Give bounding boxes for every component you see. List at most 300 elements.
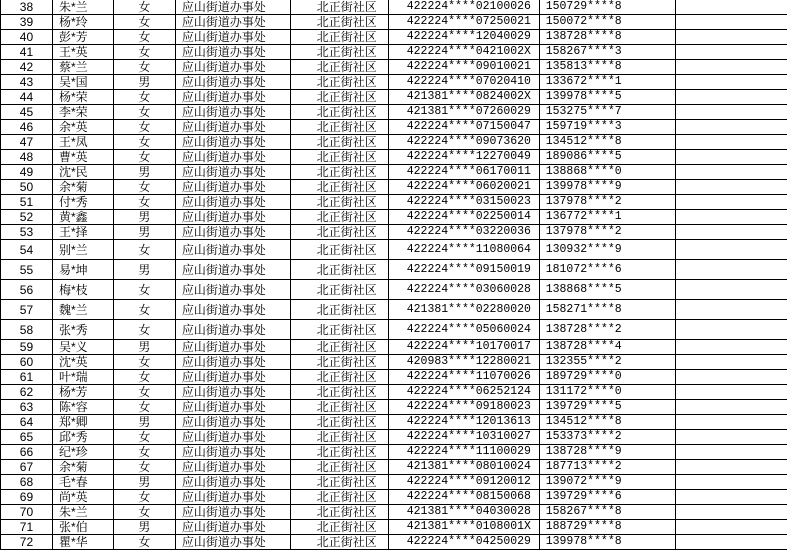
id-number-cell[interactable]: 422224****03220036: [388, 225, 539, 240]
id-number-cell[interactable]: 422224****12013613: [388, 415, 539, 430]
community-cell[interactable]: 北正街社区: [290, 505, 388, 520]
empty-cell[interactable]: [675, 195, 787, 210]
name-cell[interactable]: 余*菊: [52, 460, 113, 475]
id-number-cell[interactable]: 422224****06170011: [388, 165, 539, 180]
street-office-cell[interactable]: 应山街道办事处: [175, 535, 290, 550]
street-office-cell[interactable]: 应山街道办事处: [175, 105, 290, 120]
gender-cell[interactable]: 男: [113, 210, 175, 225]
community-cell[interactable]: 北正街社区: [290, 165, 388, 180]
id-number-cell[interactable]: 422224****04250029: [388, 535, 539, 550]
street-office-cell[interactable]: 应山街道办事处: [175, 30, 290, 45]
gender-cell[interactable]: 女: [113, 355, 175, 370]
gender-cell[interactable]: 男: [113, 75, 175, 90]
phone-cell[interactable]: 138728****8: [539, 30, 675, 45]
name-cell[interactable]: 别*兰: [52, 240, 113, 260]
gender-cell[interactable]: 男: [113, 340, 175, 355]
gender-cell[interactable]: 女: [113, 240, 175, 260]
name-cell[interactable]: 易*坤: [52, 260, 113, 280]
gender-cell[interactable]: 女: [113, 505, 175, 520]
phone-cell[interactable]: 150729****8: [539, 0, 675, 15]
name-cell[interactable]: 叶*瑞: [52, 370, 113, 385]
street-office-cell[interactable]: 应山街道办事处: [175, 225, 290, 240]
table-body: [1, 0, 787, 550]
id-number-cell[interactable]: 420983****12280021: [388, 355, 539, 370]
id-number-cell[interactable]: 422224****09120012: [388, 475, 539, 490]
id-number-cell[interactable]: 422224****11070026: [388, 370, 539, 385]
name-cell[interactable]: 蔡*兰: [52, 60, 113, 75]
street-office-cell[interactable]: 应山街道办事处: [175, 195, 290, 210]
phone-cell[interactable]: 153373****2: [539, 430, 675, 445]
row-number-cell[interactable]: 51: [1, 195, 53, 210]
name-cell[interactable]: 杨*芳: [52, 385, 113, 400]
table-row: [1, 90, 787, 105]
street-office-cell[interactable]: 应山街道办事处: [175, 445, 290, 460]
id-number-cell[interactable]: 422224****06252124: [388, 385, 539, 400]
name-cell[interactable]: 沈*英: [52, 355, 113, 370]
empty-cell[interactable]: [675, 460, 787, 475]
gender-cell[interactable]: 男: [113, 520, 175, 535]
empty-cell[interactable]: [675, 475, 787, 490]
row-number-cell[interactable]: 60: [1, 355, 53, 370]
empty-cell[interactable]: [675, 0, 787, 15]
name-cell[interactable]: 沈*民: [52, 165, 113, 180]
phone-cell[interactable]: 139729****5: [539, 400, 675, 415]
community-cell[interactable]: 北正街社区: [290, 180, 388, 195]
table-row: [1, 0, 787, 15]
phone-cell[interactable]: 153275****7: [539, 105, 675, 120]
table-row: [1, 370, 787, 385]
name-cell[interactable]: 吴*国: [52, 75, 113, 90]
empty-cell[interactable]: [675, 180, 787, 195]
gender-cell[interactable]: 女: [113, 490, 175, 505]
gender-cell[interactable]: 女: [113, 90, 175, 105]
row-number-cell[interactable]: 50: [1, 180, 53, 195]
street-office-cell[interactable]: 应山街道办事处: [175, 415, 290, 430]
gender-cell[interactable]: 男: [113, 475, 175, 490]
row-number-cell[interactable]: 63: [1, 400, 53, 415]
community-cell[interactable]: 北正街社区: [290, 90, 388, 105]
id-number-cell[interactable]: 422224****05060024: [388, 320, 539, 340]
table-row: [1, 30, 787, 45]
community-cell[interactable]: 北正街社区: [290, 225, 388, 240]
gender-cell[interactable]: 男: [113, 415, 175, 430]
community-cell[interactable]: 北正街社区: [290, 60, 388, 75]
phone-cell[interactable]: 132355****2: [539, 355, 675, 370]
gender-cell[interactable]: 女: [113, 105, 175, 120]
street-office-cell[interactable]: 应山街道办事处: [175, 355, 290, 370]
row-number-cell[interactable]: 65: [1, 430, 53, 445]
street-office-cell[interactable]: 应山街道办事处: [175, 75, 290, 90]
name-cell[interactable]: 王*凤: [52, 135, 113, 150]
name-cell[interactable]: 余*菊: [52, 180, 113, 195]
community-cell[interactable]: 北正街社区: [290, 120, 388, 135]
table-row: [1, 400, 787, 415]
phone-cell[interactable]: 189729****0: [539, 370, 675, 385]
street-office-cell[interactable]: 应山街道办事处: [175, 135, 290, 150]
street-office-cell[interactable]: 应山街道办事处: [175, 165, 290, 180]
row-number-cell[interactable]: 61: [1, 370, 53, 385]
phone-cell[interactable]: 137978****2: [539, 225, 675, 240]
phone-cell[interactable]: 139978****9: [539, 180, 675, 195]
empty-cell[interactable]: [675, 45, 787, 60]
empty-cell[interactable]: [675, 90, 787, 105]
phone-cell[interactable]: 138728****2: [539, 320, 675, 340]
community-cell[interactable]: 北正街社区: [290, 445, 388, 460]
phone-cell[interactable]: 189086****5: [539, 150, 675, 165]
row-number-cell[interactable]: 64: [1, 415, 53, 430]
community-cell[interactable]: 北正街社区: [290, 45, 388, 60]
table-row: [1, 260, 787, 280]
street-office-cell[interactable]: 应山街道办事处: [175, 505, 290, 520]
gender-cell[interactable]: 女: [113, 320, 175, 340]
id-number-cell[interactable]: 421381****0108001X: [388, 520, 539, 535]
empty-cell[interactable]: [675, 400, 787, 415]
table-row: [1, 60, 787, 75]
community-cell[interactable]: 北正街社区: [290, 370, 388, 385]
phone-cell[interactable]: 187713****2: [539, 460, 675, 475]
row-number-cell[interactable]: 44: [1, 90, 53, 105]
phone-cell[interactable]: 188729****8: [539, 520, 675, 535]
row-number-cell[interactable]: 68: [1, 475, 53, 490]
street-office-cell[interactable]: 应山街道办事处: [175, 120, 290, 135]
community-cell[interactable]: 北正街社区: [290, 195, 388, 210]
id-number-cell[interactable]: 422224****08150068: [388, 490, 539, 505]
table-row: [1, 415, 787, 430]
street-office-cell[interactable]: 应山街道办事处: [175, 460, 290, 475]
street-office-cell[interactable]: 应山街道办事处: [175, 430, 290, 445]
id-number-cell[interactable]: 422224****03060028: [388, 280, 539, 300]
name-cell[interactable]: 李*荣: [52, 105, 113, 120]
community-cell[interactable]: 北正街社区: [290, 105, 388, 120]
name-cell[interactable]: 魏*兰: [52, 300, 113, 320]
empty-cell[interactable]: [675, 355, 787, 370]
street-office-cell[interactable]: 应山街道办事处: [175, 280, 290, 300]
street-office-cell[interactable]: 应山街道办事处: [175, 400, 290, 415]
gender-cell[interactable]: 男: [113, 225, 175, 240]
name-cell[interactable]: 瞿*华: [52, 535, 113, 550]
empty-cell[interactable]: [675, 240, 787, 260]
empty-cell[interactable]: [675, 30, 787, 45]
name-cell[interactable]: 纪*珍: [52, 445, 113, 460]
name-cell[interactable]: 王*择: [52, 225, 113, 240]
empty-cell[interactable]: [675, 320, 787, 340]
row-number-cell[interactable]: 54: [1, 240, 53, 260]
community-cell[interactable]: 北正街社区: [290, 520, 388, 535]
row-number-cell[interactable]: 53: [1, 225, 53, 240]
community-cell[interactable]: 北正街社区: [290, 320, 388, 340]
gender-cell[interactable]: 女: [113, 15, 175, 30]
community-cell[interactable]: 北正街社区: [290, 490, 388, 505]
row-number-cell[interactable]: 49: [1, 165, 53, 180]
street-office-cell[interactable]: 应山街道办事处: [175, 490, 290, 505]
street-office-cell[interactable]: 应山街道办事处: [175, 240, 290, 260]
row-number-cell[interactable]: 45: [1, 105, 53, 120]
id-number-cell[interactable]: 422224****09073620: [388, 135, 539, 150]
gender-cell[interactable]: 女: [113, 150, 175, 165]
row-number-cell[interactable]: 40: [1, 30, 53, 45]
empty-cell[interactable]: [675, 75, 787, 90]
street-office-cell[interactable]: 应山街道办事处: [175, 340, 290, 355]
table-row: [1, 210, 787, 225]
empty-cell[interactable]: [675, 415, 787, 430]
gender-cell[interactable]: 女: [113, 45, 175, 60]
phone-cell[interactable]: 139072****9: [539, 475, 675, 490]
empty-cell[interactable]: [675, 370, 787, 385]
id-number-cell[interactable]: 421381****0824002X: [388, 90, 539, 105]
community-cell[interactable]: 北正街社区: [290, 385, 388, 400]
street-office-cell[interactable]: 应山街道办事处: [175, 370, 290, 385]
row-number-cell[interactable]: 52: [1, 210, 53, 225]
phone-cell[interactable]: 133672****1: [539, 75, 675, 90]
id-number-cell[interactable]: 422224****10170017: [388, 340, 539, 355]
name-cell[interactable]: 王*英: [52, 45, 113, 60]
id-number-cell[interactable]: 422224****09180023: [388, 400, 539, 415]
phone-cell[interactable]: 158271****8: [539, 300, 675, 320]
name-cell[interactable]: 尚*英: [52, 490, 113, 505]
empty-cell[interactable]: [675, 505, 787, 520]
gender-cell[interactable]: 女: [113, 300, 175, 320]
empty-cell[interactable]: [675, 490, 787, 505]
name-cell[interactable]: 杨*荣: [52, 90, 113, 105]
row-number-cell[interactable]: 62: [1, 385, 53, 400]
empty-cell[interactable]: [675, 225, 787, 240]
row-number-cell[interactable]: 46: [1, 120, 53, 135]
gender-cell[interactable]: 女: [113, 135, 175, 150]
street-office-cell[interactable]: 应山街道办事处: [175, 45, 290, 60]
empty-cell[interactable]: [675, 260, 787, 280]
empty-cell[interactable]: [675, 520, 787, 535]
community-cell[interactable]: 北正街社区: [290, 475, 388, 490]
name-cell[interactable]: 张*秀: [52, 320, 113, 340]
row-number-cell[interactable]: 38: [1, 0, 53, 15]
row-number-cell[interactable]: 56: [1, 280, 53, 300]
id-number-cell[interactable]: 422224****12270049: [388, 150, 539, 165]
id-number-cell[interactable]: 422224****11080064: [388, 240, 539, 260]
phone-cell[interactable]: 138728****4: [539, 340, 675, 355]
name-cell[interactable]: 梅*枝: [52, 280, 113, 300]
empty-cell[interactable]: [675, 135, 787, 150]
row-number-cell[interactable]: 72: [1, 535, 53, 550]
id-number-cell[interactable]: 422224****02250014: [388, 210, 539, 225]
row-number-cell[interactable]: 57: [1, 300, 53, 320]
empty-cell[interactable]: [675, 430, 787, 445]
name-cell[interactable]: 朱*兰: [52, 505, 113, 520]
empty-cell[interactable]: [675, 535, 787, 550]
community-cell[interactable]: 北正街社区: [290, 415, 388, 430]
table-row: [1, 225, 787, 240]
phone-cell[interactable]: 158267****3: [539, 45, 675, 60]
community-cell[interactable]: 北正街社区: [290, 75, 388, 90]
community-cell[interactable]: 北正街社区: [290, 15, 388, 30]
row-number-cell[interactable]: 71: [1, 520, 53, 535]
id-number-cell[interactable]: 421381****02280020: [388, 300, 539, 320]
table-row: [1, 320, 787, 340]
name-cell[interactable]: 彭*芳: [52, 30, 113, 45]
gender-cell[interactable]: 男: [113, 260, 175, 280]
street-office-cell[interactable]: 应山街道办事处: [175, 180, 290, 195]
community-cell[interactable]: 北正街社区: [290, 280, 388, 300]
street-office-cell[interactable]: 应山街道办事处: [175, 60, 290, 75]
community-cell[interactable]: 北正街社区: [290, 300, 388, 320]
empty-cell[interactable]: [675, 445, 787, 460]
gender-cell[interactable]: 女: [113, 460, 175, 475]
gender-cell[interactable]: 女: [113, 385, 175, 400]
gender-cell[interactable]: 女: [113, 195, 175, 210]
gender-cell[interactable]: 女: [113, 400, 175, 415]
phone-cell[interactable]: 130932****9: [539, 240, 675, 260]
gender-cell[interactable]: 女: [113, 120, 175, 135]
gender-cell[interactable]: 女: [113, 0, 175, 15]
street-office-cell[interactable]: 应山街道办事处: [175, 260, 290, 280]
empty-cell[interactable]: [675, 105, 787, 120]
row-number-cell[interactable]: 69: [1, 490, 53, 505]
table-row: [1, 45, 787, 60]
table-row: [1, 385, 787, 400]
id-number-cell[interactable]: 422224****03150023: [388, 195, 539, 210]
empty-cell[interactable]: [675, 165, 787, 180]
id-number-cell[interactable]: 422224****07250021: [388, 15, 539, 30]
street-office-cell[interactable]: 应山街道办事处: [175, 210, 290, 225]
id-number-cell[interactable]: 422224****07150047: [388, 120, 539, 135]
table-row: [1, 355, 787, 370]
gender-cell[interactable]: 女: [113, 430, 175, 445]
street-office-cell[interactable]: 应山街道办事处: [175, 0, 290, 15]
community-cell[interactable]: 北正街社区: [290, 0, 388, 15]
gender-cell[interactable]: 女: [113, 180, 175, 195]
community-cell[interactable]: 北正街社区: [290, 400, 388, 415]
phone-cell[interactable]: 139729****6: [539, 490, 675, 505]
id-number-cell[interactable]: 421381****07260029: [388, 105, 539, 120]
table-row: [1, 135, 787, 150]
id-number-cell[interactable]: 422224****10310027: [388, 430, 539, 445]
community-cell[interactable]: 北正街社区: [290, 460, 388, 475]
name-cell[interactable]: 付*秀: [52, 195, 113, 210]
phone-cell[interactable]: 135813****8: [539, 60, 675, 75]
phone-cell[interactable]: 158267****8: [539, 505, 675, 520]
phone-cell[interactable]: 131172****0: [539, 385, 675, 400]
empty-cell[interactable]: [675, 385, 787, 400]
phone-cell[interactable]: 138728****9: [539, 445, 675, 460]
phone-cell[interactable]: 138868****0: [539, 165, 675, 180]
street-office-cell[interactable]: 应山街道办事处: [175, 150, 290, 165]
street-office-cell[interactable]: 应山街道办事处: [175, 90, 290, 105]
community-cell[interactable]: 北正街社区: [290, 30, 388, 45]
community-cell[interactable]: 北正街社区: [290, 150, 388, 165]
row-number-cell[interactable]: 39: [1, 15, 53, 30]
empty-cell[interactable]: [675, 120, 787, 135]
empty-cell[interactable]: [675, 15, 787, 30]
row-number-cell[interactable]: 42: [1, 60, 53, 75]
row-number-cell[interactable]: 66: [1, 445, 53, 460]
phone-cell[interactable]: 139978****5: [539, 90, 675, 105]
id-number-cell[interactable]: 421381****04030028: [388, 505, 539, 520]
name-cell[interactable]: 邱*秀: [52, 430, 113, 445]
name-cell[interactable]: 朱*兰: [52, 0, 113, 15]
row-number-cell[interactable]: 67: [1, 460, 53, 475]
empty-cell[interactable]: [675, 340, 787, 355]
street-office-cell[interactable]: 应山街道办事处: [175, 385, 290, 400]
id-number-cell[interactable]: 422224****12040029: [388, 30, 539, 45]
phone-cell[interactable]: 150072****8: [539, 15, 675, 30]
name-cell[interactable]: 杨*玲: [52, 15, 113, 30]
street-office-cell[interactable]: 应山街道办事处: [175, 15, 290, 30]
community-cell[interactable]: 北正街社区: [290, 210, 388, 225]
gender-cell[interactable]: 女: [113, 280, 175, 300]
row-number-cell[interactable]: 70: [1, 505, 53, 520]
phone-cell[interactable]: 137978****2: [539, 195, 675, 210]
street-office-cell[interactable]: 应山街道办事处: [175, 320, 290, 340]
gender-cell[interactable]: 女: [113, 370, 175, 385]
phone-cell[interactable]: 181072****6: [539, 260, 675, 280]
table-row: [1, 430, 787, 445]
id-number-cell[interactable]: 422224****09150019: [388, 260, 539, 280]
table-row: [1, 150, 787, 165]
row-number-cell[interactable]: 41: [1, 45, 53, 60]
name-cell[interactable]: 黄*鑫: [52, 210, 113, 225]
id-number-cell[interactable]: 422224****06020021: [388, 180, 539, 195]
id-number-cell[interactable]: 422224****02100026: [388, 0, 539, 15]
gender-cell[interactable]: 男: [113, 165, 175, 180]
gender-cell[interactable]: 女: [113, 60, 175, 75]
table-row: [1, 535, 787, 550]
row-number-cell[interactable]: 58: [1, 320, 53, 340]
phone-cell[interactable]: 134512****8: [539, 415, 675, 430]
empty-cell[interactable]: [675, 60, 787, 75]
gender-cell[interactable]: 女: [113, 445, 175, 460]
empty-cell[interactable]: [675, 150, 787, 165]
community-cell[interactable]: 北正街社区: [290, 240, 388, 260]
street-office-cell[interactable]: 应山街道办事处: [175, 520, 290, 535]
id-number-cell[interactable]: 422224****11100029: [388, 445, 539, 460]
phone-cell[interactable]: 134512****8: [539, 135, 675, 150]
name-cell[interactable]: 余*英: [52, 120, 113, 135]
row-number-cell[interactable]: 55: [1, 260, 53, 280]
phone-cell[interactable]: 159719****3: [539, 120, 675, 135]
community-cell[interactable]: 北正街社区: [290, 260, 388, 280]
street-office-cell[interactable]: 应山街道办事处: [175, 300, 290, 320]
empty-cell[interactable]: [675, 300, 787, 320]
community-cell[interactable]: 北正街社区: [290, 340, 388, 355]
empty-cell[interactable]: [675, 280, 787, 300]
id-number-cell[interactable]: 422224****0421002X: [388, 45, 539, 60]
community-cell[interactable]: 北正街社区: [290, 135, 388, 150]
community-cell[interactable]: 北正街社区: [290, 430, 388, 445]
name-cell[interactable]: 张*伯: [52, 520, 113, 535]
community-cell[interactable]: 北正街社区: [290, 355, 388, 370]
table-row: [1, 75, 787, 90]
row-number-cell[interactable]: 48: [1, 150, 53, 165]
id-number-cell[interactable]: 422224****09010021: [388, 60, 539, 75]
row-number-cell[interactable]: 47: [1, 135, 53, 150]
name-cell[interactable]: 陈*容: [52, 400, 113, 415]
community-cell[interactable]: 北正街社区: [290, 535, 388, 550]
id-number-cell[interactable]: 422224****07020410: [388, 75, 539, 90]
gender-cell[interactable]: 女: [113, 30, 175, 45]
id-number-cell[interactable]: 421381****08010024: [388, 460, 539, 475]
phone-cell[interactable]: 139978****8: [539, 535, 675, 550]
street-office-cell[interactable]: 应山街道办事处: [175, 475, 290, 490]
name-cell[interactable]: 吴*义: [52, 340, 113, 355]
empty-cell[interactable]: [675, 210, 787, 225]
row-number-cell[interactable]: 43: [1, 75, 53, 90]
name-cell[interactable]: 郑*卿: [52, 415, 113, 430]
gender-cell[interactable]: 女: [113, 535, 175, 550]
name-cell[interactable]: 曹*英: [52, 150, 113, 165]
row-number-cell[interactable]: 59: [1, 340, 53, 355]
name-cell[interactable]: 毛*春: [52, 475, 113, 490]
phone-cell[interactable]: 136772****1: [539, 210, 675, 225]
phone-cell[interactable]: 138868****5: [539, 280, 675, 300]
